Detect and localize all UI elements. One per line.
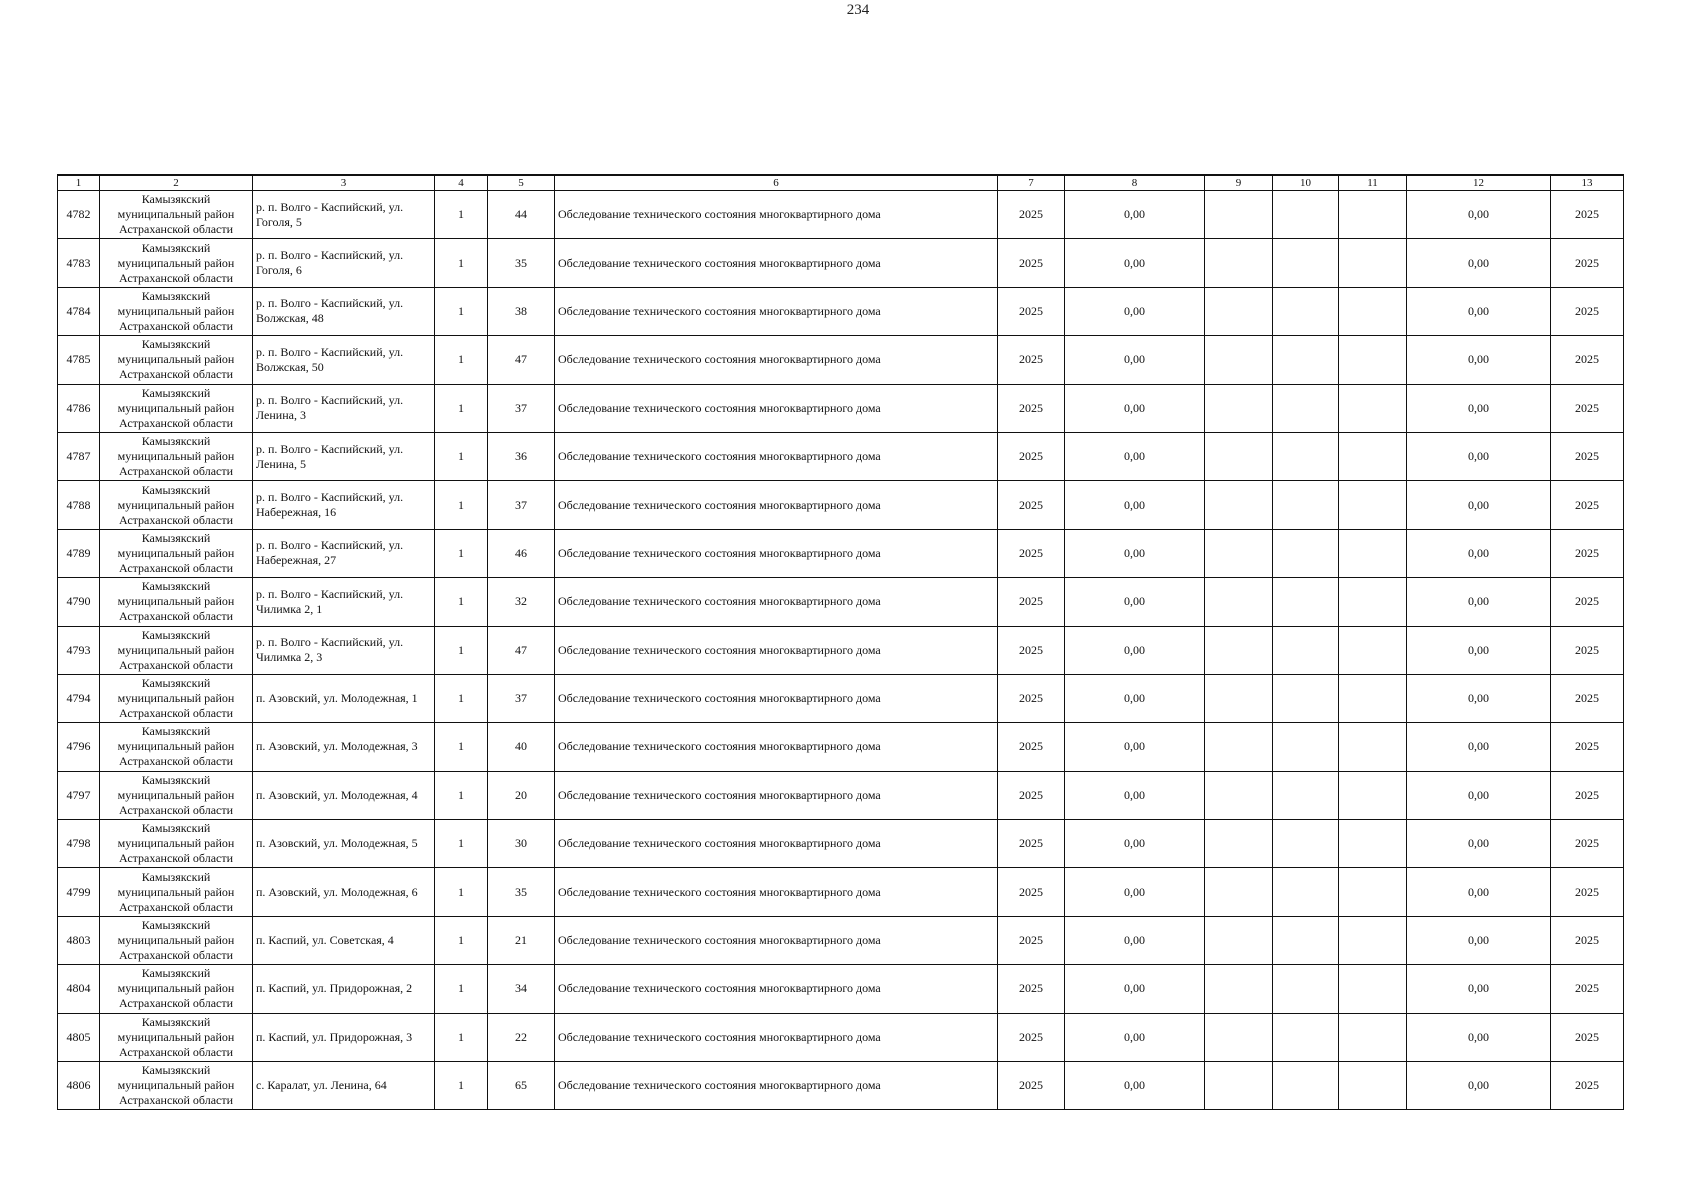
cell-address: р. п. Волго - Каспийский, ул. Набережная, 27: [253, 529, 435, 577]
cell-col9: [1205, 723, 1273, 771]
header-cell-13: 13: [1551, 175, 1624, 191]
cell-col8: 0,00: [1065, 626, 1205, 674]
header-cell-10: 10: [1273, 175, 1339, 191]
cell-col13: 2025: [1551, 820, 1624, 868]
cell-district: Камызякский муниципальный район Астраханской области: [100, 1062, 253, 1110]
cell-work-type: Обследование технического состояния многоквартирного дома: [555, 965, 998, 1013]
cell-year: 2025: [998, 626, 1065, 674]
cell-col13: 2025: [1551, 916, 1624, 964]
cell-col11: [1339, 529, 1407, 577]
cell-col11: [1339, 868, 1407, 916]
cell-col9: [1205, 287, 1273, 335]
cell-col13: 2025: [1551, 239, 1624, 287]
cell-col12: 0,00: [1407, 965, 1551, 1013]
cell-col11: [1339, 1062, 1407, 1110]
cell-district: Камызякский муниципальный район Астраханской области: [100, 723, 253, 771]
cell-address: р. п. Волго - Каспийский, ул. Набережная, 16: [253, 481, 435, 529]
cell-col4: 1: [435, 432, 488, 480]
cell-col5: 37: [488, 384, 555, 432]
housing-registry-table: [57, 174, 1624, 1110]
cell-col10: [1273, 529, 1339, 577]
cell-col11: [1339, 287, 1407, 335]
cell-col12: 0,00: [1407, 432, 1551, 480]
cell-district: Камызякский муниципальный район Астраханской области: [100, 1013, 253, 1061]
cell-col13: 2025: [1551, 191, 1624, 239]
cell-col9: [1205, 481, 1273, 529]
cell-col12: 0,00: [1407, 529, 1551, 577]
table-row: [58, 481, 1624, 529]
cell-work-type: Обследование технического состояния многоквартирного дома: [555, 481, 998, 529]
cell-col10: [1273, 965, 1339, 1013]
cell-col10: [1273, 432, 1339, 480]
cell-district: Камызякский муниципальный район Астраханской области: [100, 771, 253, 819]
cell-col5: 46: [488, 529, 555, 577]
cell-col8: 0,00: [1065, 1062, 1205, 1110]
table-row: [58, 384, 1624, 432]
cell-work-type: Обследование технического состояния многоквартирного дома: [555, 1062, 998, 1110]
cell-col4: 1: [435, 1062, 488, 1110]
cell-col12: 0,00: [1407, 674, 1551, 722]
cell-address: п. Азовский, ул. Молодежная, 4: [253, 771, 435, 819]
cell-year: 2025: [998, 820, 1065, 868]
page-number: 234: [846, 2, 870, 18]
cell-col13: 2025: [1551, 578, 1624, 626]
cell-col13: 2025: [1551, 674, 1624, 722]
cell-id: 4806: [58, 1062, 100, 1110]
cell-work-type: Обследование технического состояния многоквартирного дома: [555, 723, 998, 771]
cell-col5: 44: [488, 191, 555, 239]
cell-year: 2025: [998, 529, 1065, 577]
cell-col5: 36: [488, 432, 555, 480]
cell-col11: [1339, 965, 1407, 1013]
cell-col11: [1339, 191, 1407, 239]
cell-work-type: Обследование технического состояния многоквартирного дома: [555, 820, 998, 868]
cell-address: п. Каспий, ул. Придорожная, 2: [253, 965, 435, 1013]
cell-work-type: Обследование технического состояния многоквартирного дома: [555, 287, 998, 335]
cell-id: 4784: [58, 287, 100, 335]
cell-year: 2025: [998, 287, 1065, 335]
cell-col8: 0,00: [1065, 674, 1205, 722]
cell-col9: [1205, 820, 1273, 868]
cell-col9: [1205, 191, 1273, 239]
cell-col9: [1205, 529, 1273, 577]
cell-col10: [1273, 674, 1339, 722]
cell-work-type: Обследование технического состояния многоквартирного дома: [555, 191, 998, 239]
cell-district: Камызякский муниципальный район Астраханской области: [100, 336, 253, 384]
cell-col10: [1273, 1013, 1339, 1061]
cell-work-type: Обследование технического состояния многоквартирного дома: [555, 529, 998, 577]
cell-col12: 0,00: [1407, 771, 1551, 819]
cell-district: Камызякский муниципальный район Астраханской области: [100, 239, 253, 287]
cell-year: 2025: [998, 1013, 1065, 1061]
cell-col10: [1273, 287, 1339, 335]
cell-col8: 0,00: [1065, 432, 1205, 480]
cell-col5: 47: [488, 626, 555, 674]
cell-district: Камызякский муниципальный район Астраханской области: [100, 674, 253, 722]
table-row: [58, 432, 1624, 480]
cell-col11: [1339, 481, 1407, 529]
cell-col12: 0,00: [1407, 191, 1551, 239]
cell-col10: [1273, 771, 1339, 819]
cell-col5: 40: [488, 723, 555, 771]
cell-col4: 1: [435, 868, 488, 916]
cell-col9: [1205, 336, 1273, 384]
cell-col12: 0,00: [1407, 384, 1551, 432]
cell-id: 4785: [58, 336, 100, 384]
cell-col11: [1339, 384, 1407, 432]
cell-col4: 1: [435, 481, 488, 529]
cell-work-type: Обследование технического состояния многоквартирного дома: [555, 384, 998, 432]
cell-col13: 2025: [1551, 771, 1624, 819]
cell-col10: [1273, 820, 1339, 868]
cell-col5: 37: [488, 481, 555, 529]
cell-col10: [1273, 723, 1339, 771]
cell-col13: 2025: [1551, 626, 1624, 674]
cell-col9: [1205, 771, 1273, 819]
cell-id: 4804: [58, 965, 100, 1013]
cell-col4: 1: [435, 820, 488, 868]
cell-district: Камызякский муниципальный район Астраханской области: [100, 626, 253, 674]
table-row: [58, 287, 1624, 335]
cell-col4: 1: [435, 191, 488, 239]
cell-col13: 2025: [1551, 384, 1624, 432]
cell-col8: 0,00: [1065, 916, 1205, 964]
cell-col9: [1205, 578, 1273, 626]
cell-year: 2025: [998, 674, 1065, 722]
cell-col10: [1273, 336, 1339, 384]
cell-col9: [1205, 1013, 1273, 1061]
cell-district: Камызякский муниципальный район Астраханской области: [100, 287, 253, 335]
cell-col4: 1: [435, 965, 488, 1013]
cell-work-type: Обследование технического состояния многоквартирного дома: [555, 868, 998, 916]
cell-col4: 1: [435, 239, 488, 287]
table-body: [58, 191, 1624, 1110]
cell-col8: 0,00: [1065, 191, 1205, 239]
cell-col11: [1339, 626, 1407, 674]
cell-district: Камызякский муниципальный район Астраханской области: [100, 965, 253, 1013]
cell-district: Камызякский муниципальный район Астраханской области: [100, 191, 253, 239]
cell-year: 2025: [998, 1062, 1065, 1110]
cell-address: п. Азовский, ул. Молодежная, 5: [253, 820, 435, 868]
cell-col13: 2025: [1551, 336, 1624, 384]
cell-col11: [1339, 432, 1407, 480]
cell-col8: 0,00: [1065, 771, 1205, 819]
cell-col4: 1: [435, 287, 488, 335]
cell-year: 2025: [998, 965, 1065, 1013]
cell-col10: [1273, 578, 1339, 626]
cell-address: п. Азовский, ул. Молодежная, 6: [253, 868, 435, 916]
cell-col5: 21: [488, 916, 555, 964]
table-row: [58, 674, 1624, 722]
cell-col5: 47: [488, 336, 555, 384]
table-row: [58, 868, 1624, 916]
table-row: [58, 336, 1624, 384]
cell-col10: [1273, 626, 1339, 674]
cell-col11: [1339, 771, 1407, 819]
cell-col5: 34: [488, 965, 555, 1013]
cell-year: 2025: [998, 432, 1065, 480]
cell-col13: 2025: [1551, 1062, 1624, 1110]
cell-col12: 0,00: [1407, 287, 1551, 335]
table-row: [58, 916, 1624, 964]
cell-address: р. п. Волго - Каспийский, ул. Гоголя, 5: [253, 191, 435, 239]
cell-col9: [1205, 1062, 1273, 1110]
cell-col8: 0,00: [1065, 287, 1205, 335]
cell-col9: [1205, 965, 1273, 1013]
header-cell-3: 3: [253, 175, 435, 191]
header-cell-2: 2: [100, 175, 253, 191]
cell-col5: 35: [488, 868, 555, 916]
cell-id: 4786: [58, 384, 100, 432]
cell-id: 4793: [58, 626, 100, 674]
cell-col10: [1273, 916, 1339, 964]
cell-col10: [1273, 191, 1339, 239]
cell-col11: [1339, 336, 1407, 384]
cell-work-type: Обследование технического состояния многоквартирного дома: [555, 626, 998, 674]
header-cell-6: 6: [555, 175, 998, 191]
table-row: [58, 771, 1624, 819]
cell-district: Камызякский муниципальный район Астраханской области: [100, 432, 253, 480]
cell-work-type: Обследование технического состояния многоквартирного дома: [555, 916, 998, 964]
cell-col12: 0,00: [1407, 723, 1551, 771]
cell-address: р. п. Волго - Каспийский, ул. Чилимка 2, 3: [253, 626, 435, 674]
cell-col10: [1273, 481, 1339, 529]
cell-id: 4787: [58, 432, 100, 480]
cell-work-type: Обследование технического состояния многоквартирного дома: [555, 771, 998, 819]
cell-col8: 0,00: [1065, 868, 1205, 916]
cell-id: 4805: [58, 1013, 100, 1061]
cell-id: 4790: [58, 578, 100, 626]
cell-col8: 0,00: [1065, 529, 1205, 577]
cell-address: п. Азовский, ул. Молодежная, 3: [253, 723, 435, 771]
cell-address: р. п. Волго - Каспийский, ул. Волжская, 50: [253, 336, 435, 384]
cell-col11: [1339, 723, 1407, 771]
cell-work-type: Обследование технического состояния многоквартирного дома: [555, 578, 998, 626]
cell-col12: 0,00: [1407, 1062, 1551, 1110]
cell-col5: 65: [488, 1062, 555, 1110]
cell-year: 2025: [998, 481, 1065, 529]
cell-address: п. Азовский, ул. Молодежная, 1: [253, 674, 435, 722]
header-cell-8: 8: [1065, 175, 1205, 191]
cell-col11: [1339, 674, 1407, 722]
cell-address: п. Каспий, ул. Советская, 4: [253, 916, 435, 964]
table-row: [58, 1013, 1624, 1061]
header-cell-5: 5: [488, 175, 555, 191]
table-row: [58, 1062, 1624, 1110]
cell-col4: 1: [435, 626, 488, 674]
cell-address: п. Каспий, ул. Придорожная, 3: [253, 1013, 435, 1061]
cell-id: 4788: [58, 481, 100, 529]
cell-district: Камызякский муниципальный район Астраханской области: [100, 868, 253, 916]
cell-district: Камызякский муниципальный район Астраханской области: [100, 529, 253, 577]
cell-address: с. Каралат, ул. Ленина, 64: [253, 1062, 435, 1110]
cell-year: 2025: [998, 771, 1065, 819]
cell-district: Камызякский муниципальный район Астраханской области: [100, 578, 253, 626]
table-row: [58, 578, 1624, 626]
cell-year: 2025: [998, 868, 1065, 916]
cell-col4: 1: [435, 529, 488, 577]
cell-col12: 0,00: [1407, 239, 1551, 287]
cell-col11: [1339, 916, 1407, 964]
cell-col10: [1273, 239, 1339, 287]
cell-col12: 0,00: [1407, 1013, 1551, 1061]
cell-col11: [1339, 1013, 1407, 1061]
cell-col5: 32: [488, 578, 555, 626]
cell-col10: [1273, 384, 1339, 432]
cell-col8: 0,00: [1065, 965, 1205, 1013]
cell-id: 4796: [58, 723, 100, 771]
cell-col4: 1: [435, 336, 488, 384]
cell-col4: 1: [435, 578, 488, 626]
cell-work-type: Обследование технического состояния многоквартирного дома: [555, 239, 998, 287]
cell-district: Камызякский муниципальный район Астраханской области: [100, 916, 253, 964]
cell-col8: 0,00: [1065, 820, 1205, 868]
table-row: [58, 965, 1624, 1013]
cell-district: Камызякский муниципальный район Астраханской области: [100, 820, 253, 868]
cell-col8: 0,00: [1065, 578, 1205, 626]
header-cell-1: 1: [58, 175, 100, 191]
cell-col5: 30: [488, 820, 555, 868]
cell-year: 2025: [998, 578, 1065, 626]
header-cell-11: 11: [1339, 175, 1407, 191]
cell-col12: 0,00: [1407, 626, 1551, 674]
cell-col5: 35: [488, 239, 555, 287]
cell-address: р. п. Волго - Каспийский, ул. Чилимка 2, 1: [253, 578, 435, 626]
cell-year: 2025: [998, 191, 1065, 239]
cell-col13: 2025: [1551, 1013, 1624, 1061]
cell-col12: 0,00: [1407, 336, 1551, 384]
cell-col11: [1339, 578, 1407, 626]
cell-id: 4798: [58, 820, 100, 868]
cell-year: 2025: [998, 336, 1065, 384]
cell-year: 2025: [998, 239, 1065, 287]
header-cell-7: 7: [998, 175, 1065, 191]
table-row: [58, 820, 1624, 868]
cell-district: Камызякский муниципальный район Астраханской области: [100, 481, 253, 529]
cell-col13: 2025: [1551, 481, 1624, 529]
table-row: [58, 723, 1624, 771]
cell-col9: [1205, 868, 1273, 916]
cell-id: 4782: [58, 191, 100, 239]
header-cell-4: 4: [435, 175, 488, 191]
cell-col10: [1273, 868, 1339, 916]
cell-col8: 0,00: [1065, 481, 1205, 529]
cell-col13: 2025: [1551, 868, 1624, 916]
cell-id: 4783: [58, 239, 100, 287]
cell-col10: [1273, 1062, 1339, 1110]
table-row: [58, 529, 1624, 577]
cell-col4: 1: [435, 916, 488, 964]
cell-col4: 1: [435, 723, 488, 771]
cell-col5: 38: [488, 287, 555, 335]
header-cell-12: 12: [1407, 175, 1551, 191]
cell-col11: [1339, 239, 1407, 287]
cell-year: 2025: [998, 916, 1065, 964]
cell-year: 2025: [998, 384, 1065, 432]
cell-col9: [1205, 239, 1273, 287]
cell-address: р. п. Волго - Каспийский, ул. Ленина, 3: [253, 384, 435, 432]
cell-work-type: Обследование технического состояния многоквартирного дома: [555, 674, 998, 722]
table-row: [58, 626, 1624, 674]
cell-col4: 1: [435, 384, 488, 432]
cell-col9: [1205, 384, 1273, 432]
cell-district: Камызякский муниципальный район Астраханской области: [100, 384, 253, 432]
table-row: [58, 191, 1624, 239]
cell-address: р. п. Волго - Каспийский, ул. Гоголя, 6: [253, 239, 435, 287]
cell-col9: [1205, 916, 1273, 964]
cell-col8: 0,00: [1065, 239, 1205, 287]
header-row: [58, 175, 1624, 191]
cell-col4: 1: [435, 674, 488, 722]
cell-col12: 0,00: [1407, 481, 1551, 529]
cell-col13: 2025: [1551, 529, 1624, 577]
cell-col12: 0,00: [1407, 820, 1551, 868]
cell-id: 4789: [58, 529, 100, 577]
cell-work-type: Обследование технического состояния многоквартирного дома: [555, 336, 998, 384]
cell-col12: 0,00: [1407, 916, 1551, 964]
cell-col13: 2025: [1551, 723, 1624, 771]
cell-col8: 0,00: [1065, 1013, 1205, 1061]
cell-col13: 2025: [1551, 287, 1624, 335]
cell-col9: [1205, 674, 1273, 722]
cell-col13: 2025: [1551, 432, 1624, 480]
cell-work-type: Обследование технического состояния многоквартирного дома: [555, 432, 998, 480]
cell-year: 2025: [998, 723, 1065, 771]
table-row: [58, 239, 1624, 287]
cell-col4: 1: [435, 1013, 488, 1061]
cell-col5: 20: [488, 771, 555, 819]
cell-col9: [1205, 432, 1273, 480]
cell-address: р. п. Волго - Каспийский, ул. Ленина, 5: [253, 432, 435, 480]
cell-col13: 2025: [1551, 965, 1624, 1013]
cell-col4: 1: [435, 771, 488, 819]
cell-id: 4794: [58, 674, 100, 722]
cell-col8: 0,00: [1065, 384, 1205, 432]
cell-work-type: Обследование технического состояния многоквартирного дома: [555, 1013, 998, 1061]
cell-col12: 0,00: [1407, 868, 1551, 916]
cell-col8: 0,00: [1065, 336, 1205, 384]
cell-id: 4797: [58, 771, 100, 819]
cell-id: 4803: [58, 916, 100, 964]
cell-col12: 0,00: [1407, 578, 1551, 626]
header-cell-9: 9: [1205, 175, 1273, 191]
cell-col9: [1205, 626, 1273, 674]
cell-col8: 0,00: [1065, 723, 1205, 771]
cell-col5: 22: [488, 1013, 555, 1061]
cell-id: 4799: [58, 868, 100, 916]
cell-col5: 37: [488, 674, 555, 722]
cell-address: р. п. Волго - Каспийский, ул. Волжская, 48: [253, 287, 435, 335]
cell-col11: [1339, 820, 1407, 868]
